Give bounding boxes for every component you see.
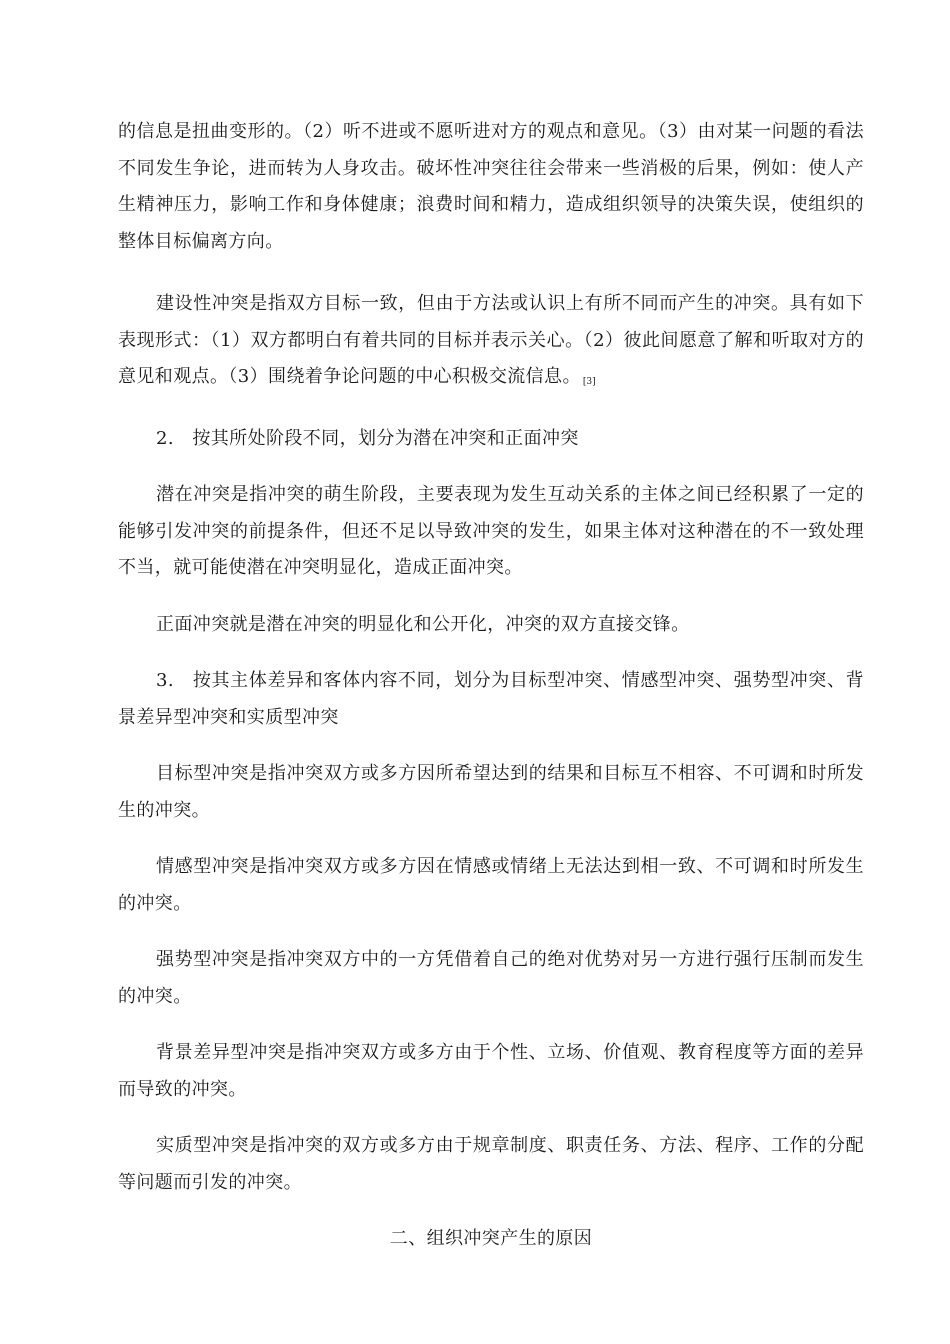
paragraph-background-conflict: 背景差异型冲突是指冲突双方或多方由于个性、立场、价值观、教育程度等方面的差异而导致的冲突。 [118, 1042, 864, 1100]
paragraph-destructive-conflict-end: 的信息是扭曲变形的。（2）听不进或不愿听进对方的观点和意见。（3）由对某一问题的看法不同发生争论，进而转为人身攻击。破坏性冲突往往会带来一些消极的后果，例如：使人产生精神压力，影响工作和身体健康；浪费时间和精力，造成组织领导的决策失误，使组织的整体目标偏离方向。 [118, 121, 864, 252]
paragraph-constructive-conflict [118, 286, 864, 401]
section-heading: 二、组织冲突产生的原因 [389, 1228, 593, 1249]
paragraph-dominance-conflict: 强势型冲突是指冲突双方中的一方凭借着自己的绝对优势对另一方进行强行压制而发生的冲突。 [118, 949, 864, 1007]
subheading-subject-object-classification: 3. 按其主体差异和客体内容不同，划分为目标型冲突、情感型冲突、强势型冲突、背景差异型冲突和实质型冲突 [118, 670, 864, 728]
paragraph-emotional-conflict: 情感型冲突是指冲突双方或多方因在情感或情绪上无法达到相一致、不可调和时所发生的冲突。 [118, 856, 864, 914]
paragraph-substantive-conflict: 实质型冲突是指冲突的双方或多方由于规章制度、职责任务、方法、程序、工作的分配等问题而引发的冲突。 [118, 1135, 864, 1193]
paragraph-overt-conflict: 正面冲突就是潜在冲突的明显化和公开化，冲突的双方直接交锋。 [156, 613, 690, 635]
subheading-stage-classification: 2. 按其所处阶段不同，划分为潜在冲突和正面冲突 [156, 427, 579, 449]
document-body [118, 112, 864, 1258]
paragraph-latent-conflict: 潜在冲突是指冲突的萌生阶段，主要表现为发生互动关系的主体之间已经积累了一定的能够引发冲突的前提条件，但还不足以导致冲突的发生，如果主体对这种潜在的不一致处理不当，就可能使潜在冲突明显化，造成正面冲突。 [118, 484, 864, 578]
paragraph-goal-conflict: 目标型冲突是指冲突双方或多方因所希望达到的结果和目标互不相容、不可调和时所发生的冲突。 [118, 763, 864, 821]
paragraph-text: 建设性冲突是指双方目标一致，但由于方法或认识上有所不同而产生的冲突。具有如下表现形式：（1）双方都明白有着共同的目标并表示关心。（2）彼此间愿意了解和听取对方的意见和观点。（3）围绕着争论问题的中心积极交流信息。 [118, 293, 864, 387]
citation-marker: [3] [582, 377, 596, 387]
